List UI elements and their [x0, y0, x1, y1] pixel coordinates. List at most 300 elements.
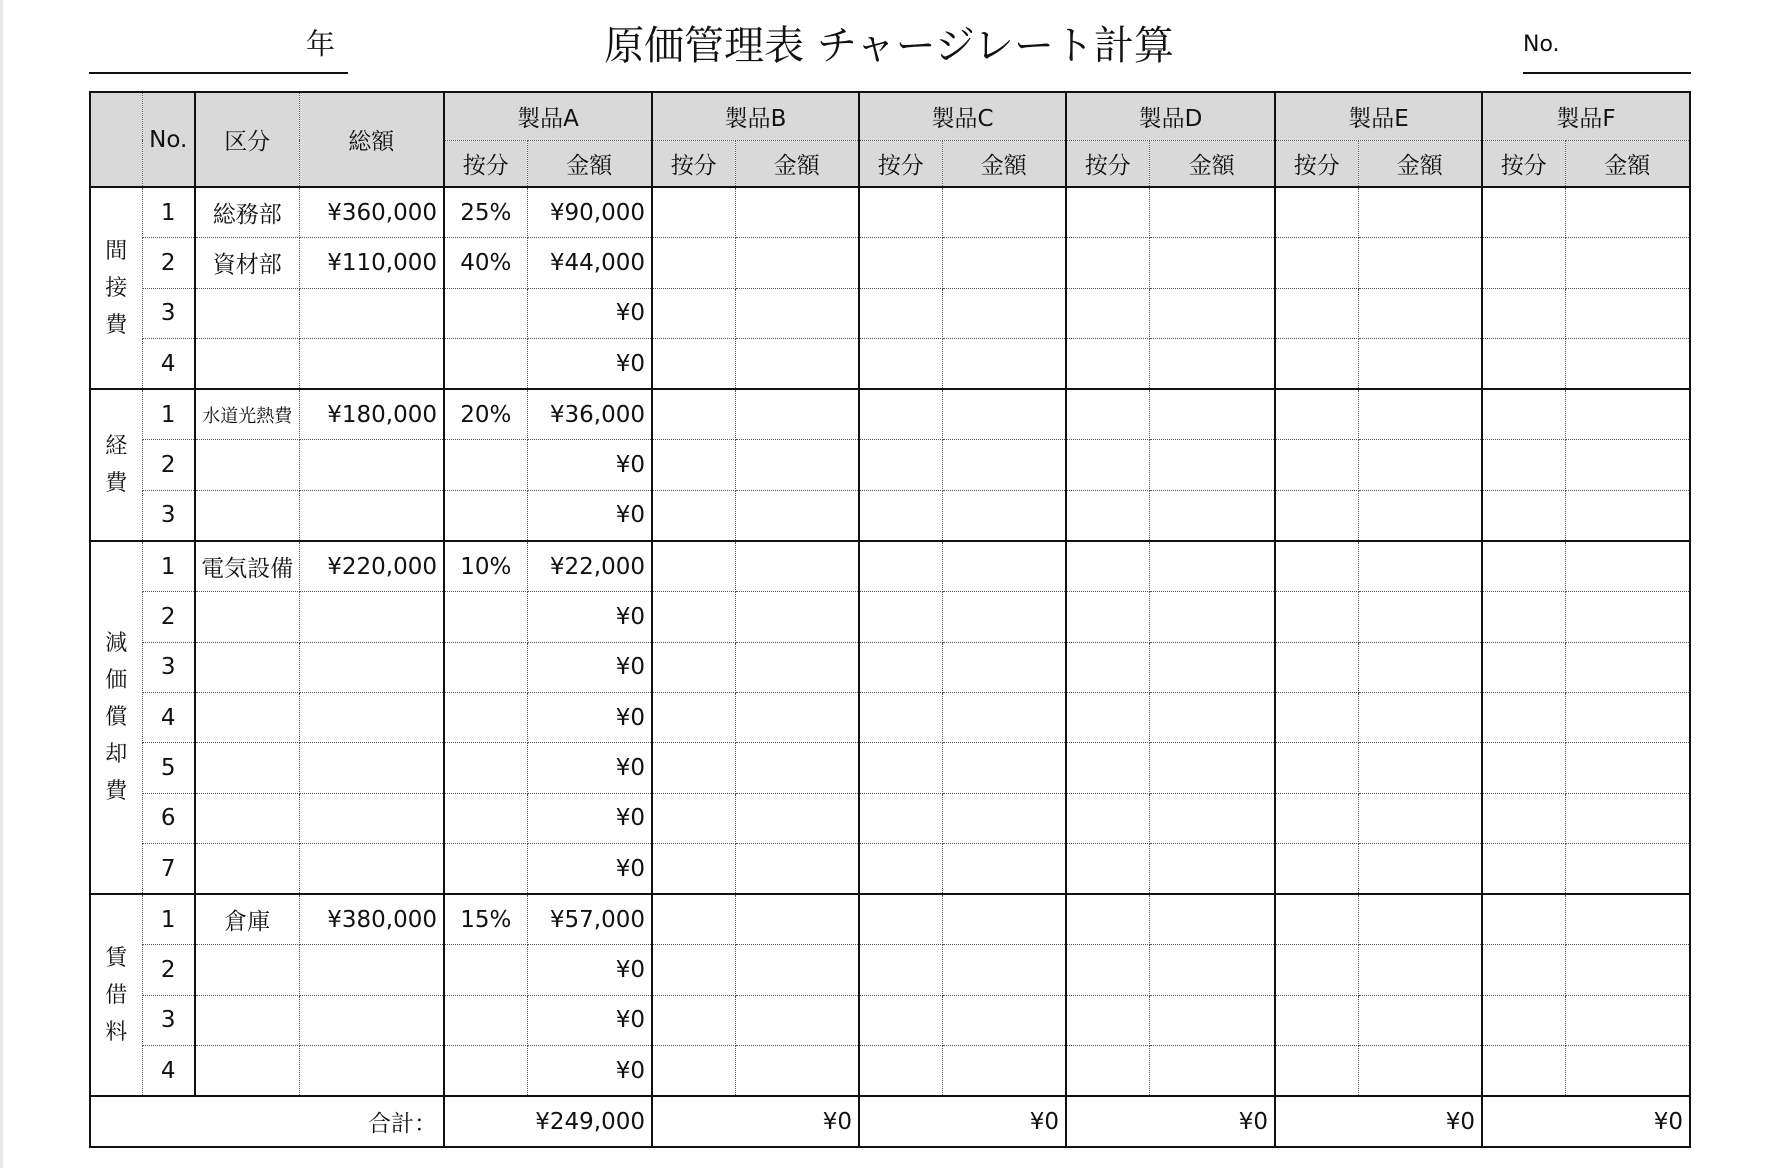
ratio-cell-f[interactable]: [1482, 592, 1565, 642]
ratio-cell-d[interactable]: [1066, 440, 1149, 490]
total-cell[interactable]: [299, 995, 444, 1045]
amount-cell-d: [1149, 843, 1275, 894]
amount-cell-d: [1149, 541, 1275, 592]
amount-cell-b: [735, 288, 859, 338]
row-no: 3: [142, 288, 195, 338]
ratio-cell-a[interactable]: [444, 288, 527, 338]
ratio-cell-f[interactable]: [1482, 894, 1565, 945]
ratio-cell-b[interactable]: [652, 238, 735, 288]
ratio-cell-e[interactable]: [1275, 338, 1358, 389]
ratio-cell-e[interactable]: [1275, 592, 1358, 642]
amount-cell-e: [1358, 692, 1482, 742]
ratio-cell-a[interactable]: 15%: [444, 894, 527, 945]
row-no: 4: [142, 692, 195, 742]
amount-cell-d: [1149, 440, 1275, 490]
ratio-cell-f[interactable]: [1482, 843, 1565, 894]
amount-cell-e: [1358, 490, 1482, 541]
amount-cell-b: [735, 440, 859, 490]
row-no: 2: [142, 440, 195, 490]
group-name: 賃借料: [105, 945, 128, 1045]
amount-cell-d: [1149, 945, 1275, 995]
ratio-cell-a[interactable]: [444, 338, 527, 389]
ratio-cell-c[interactable]: [859, 843, 942, 894]
amount-cell-a: ¥0: [527, 945, 652, 995]
ratio-cell-b[interactable]: [652, 894, 735, 945]
amount-cell-a: ¥90,000: [527, 187, 652, 238]
amount-cell-a: ¥0: [527, 793, 652, 843]
amount-cell-e: [1358, 1046, 1482, 1097]
amount-cell-e: [1358, 288, 1482, 338]
ratio-cell-e[interactable]: [1275, 187, 1358, 238]
ratio-cell-f[interactable]: [1482, 440, 1565, 490]
ratio-cell-a[interactable]: 40%: [444, 238, 527, 288]
ratio-cell-d[interactable]: [1066, 945, 1149, 995]
total-cell[interactable]: [299, 288, 444, 338]
amount-cell-a: ¥0: [527, 1046, 652, 1097]
ratio-cell-e[interactable]: [1275, 894, 1358, 945]
row-no: 3: [142, 490, 195, 541]
header-product-b: 製品B: [652, 92, 859, 140]
table-row: [90, 389, 1690, 440]
amount-cell-f: [1565, 843, 1690, 894]
ratio-cell-f[interactable]: [1482, 238, 1565, 288]
ratio-cell-c[interactable]: [859, 642, 942, 692]
ratio-cell-e[interactable]: [1275, 288, 1358, 338]
ratio-cell-d[interactable]: [1066, 490, 1149, 541]
ratio-cell-f[interactable]: [1482, 995, 1565, 1045]
ratio-cell-a[interactable]: [444, 1046, 527, 1097]
ratio-cell-c[interactable]: [859, 945, 942, 995]
ratio-cell-c[interactable]: [859, 187, 942, 238]
amount-cell-c: [942, 945, 1066, 995]
category-cell[interactable]: [195, 1046, 299, 1097]
header-ratio: 按分: [1066, 140, 1149, 187]
category-cell[interactable]: [195, 945, 299, 995]
total-cell[interactable]: [299, 743, 444, 793]
ratio-cell-f[interactable]: [1482, 187, 1565, 238]
table-row: [90, 692, 1690, 742]
year-label: 年: [306, 27, 336, 61]
amount-cell-b: [735, 389, 859, 440]
amount-cell-a: ¥0: [527, 288, 652, 338]
group-name: 減価償却費: [105, 631, 128, 805]
amount-cell-e: [1358, 541, 1482, 592]
ratio-cell-d[interactable]: [1066, 238, 1149, 288]
ratio-cell-d[interactable]: [1066, 338, 1149, 389]
amount-cell-e: [1358, 995, 1482, 1045]
ratio-cell-a[interactable]: 20%: [444, 389, 527, 440]
header-category: 区分: [195, 92, 299, 187]
amount-cell-f: [1565, 541, 1690, 592]
ratio-cell-d[interactable]: [1066, 793, 1149, 843]
category-cell[interactable]: [195, 338, 299, 389]
total-cell[interactable]: [299, 692, 444, 742]
ratio-cell-b[interactable]: [652, 288, 735, 338]
ratio-cell-c[interactable]: [859, 592, 942, 642]
amount-cell-b: [735, 843, 859, 894]
ratio-cell-f[interactable]: [1482, 692, 1565, 742]
category-cell[interactable]: [195, 288, 299, 338]
category-cell[interactable]: 資材部: [195, 238, 299, 288]
amount-cell-f: [1565, 894, 1690, 945]
amount-cell-a: ¥0: [527, 592, 652, 642]
total-cell[interactable]: [299, 338, 444, 389]
group-header-blank: [90, 92, 142, 187]
ratio-cell-f[interactable]: [1482, 743, 1565, 793]
table-row: [90, 945, 1690, 995]
amount-cell-c: [942, 238, 1066, 288]
amount-cell-c: [942, 288, 1066, 338]
ratio-cell-d[interactable]: [1066, 389, 1149, 440]
ratio-cell-a[interactable]: [444, 843, 527, 894]
header-total: 総額: [299, 92, 444, 187]
ratio-cell-b[interactable]: [652, 1046, 735, 1097]
table-row: [90, 440, 1690, 490]
row-no: 1: [142, 894, 195, 945]
amount-cell-c: [942, 187, 1066, 238]
ratio-cell-b[interactable]: [652, 541, 735, 592]
ratio-cell-e[interactable]: [1275, 945, 1358, 995]
ratio-cell-b[interactable]: [652, 338, 735, 389]
amount-cell-e: [1358, 389, 1482, 440]
amount-cell-f: [1565, 440, 1690, 490]
ratio-cell-f[interactable]: [1482, 642, 1565, 692]
ratio-cell-e[interactable]: [1275, 692, 1358, 742]
category-cell[interactable]: [195, 995, 299, 1045]
row-no: 4: [142, 338, 195, 389]
total-row: [90, 1096, 1690, 1147]
category-cell[interactable]: 水道光熱費: [195, 389, 299, 440]
amount-cell-d: [1149, 288, 1275, 338]
ratio-cell-c[interactable]: [859, 338, 942, 389]
ratio-cell-b[interactable]: [652, 743, 735, 793]
ratio-cell-b[interactable]: [652, 692, 735, 742]
ratio-cell-f[interactable]: [1482, 945, 1565, 995]
table-row: [90, 995, 1690, 1045]
amount-cell-f: [1565, 338, 1690, 389]
ratio-cell-b[interactable]: [652, 843, 735, 894]
header-amount: 金額: [1149, 140, 1275, 187]
header-product-d: 製品D: [1066, 92, 1275, 140]
amount-cell-e: [1358, 440, 1482, 490]
amount-cell-a: ¥0: [527, 995, 652, 1045]
ratio-cell-a[interactable]: [444, 743, 527, 793]
ratio-cell-c[interactable]: [859, 490, 942, 541]
ratio-cell-f[interactable]: [1482, 490, 1565, 541]
category-cell[interactable]: [195, 642, 299, 692]
amount-cell-b: [735, 1046, 859, 1097]
amount-cell-f: [1565, 995, 1690, 1045]
ratio-cell-a[interactable]: [444, 490, 527, 541]
amount-cell-d: [1149, 793, 1275, 843]
ratio-cell-c[interactable]: [859, 995, 942, 1045]
ratio-cell-d[interactable]: [1066, 592, 1149, 642]
ratio-cell-d[interactable]: [1066, 541, 1149, 592]
header-product-f: 製品F: [1482, 92, 1690, 140]
amount-cell-f: [1565, 793, 1690, 843]
ratio-cell-e[interactable]: [1275, 995, 1358, 1045]
ratio-cell-d[interactable]: [1066, 843, 1149, 894]
amount-cell-b: [735, 642, 859, 692]
amount-cell-a: ¥44,000: [527, 238, 652, 288]
ratio-cell-b[interactable]: [652, 793, 735, 843]
amount-cell-d: [1149, 692, 1275, 742]
amount-cell-e: [1358, 338, 1482, 389]
amount-cell-f: [1565, 692, 1690, 742]
group-name: 間接費: [105, 238, 128, 338]
category-cell[interactable]: [195, 743, 299, 793]
ratio-cell-d[interactable]: [1066, 743, 1149, 793]
category-cell[interactable]: [195, 692, 299, 742]
category-cell[interactable]: 総務部: [195, 187, 299, 238]
year-input-line[interactable]: [89, 72, 348, 74]
header-product-a: 製品A: [444, 92, 652, 140]
amount-cell-d: [1149, 894, 1275, 945]
amount-cell-f: [1565, 945, 1690, 995]
ratio-cell-e[interactable]: [1275, 490, 1358, 541]
amount-cell-f: [1565, 743, 1690, 793]
amount-cell-d: [1149, 187, 1275, 238]
ratio-cell-d[interactable]: [1066, 1046, 1149, 1097]
ratio-cell-e[interactable]: [1275, 541, 1358, 592]
total-cell[interactable]: ¥380,000: [299, 894, 444, 945]
total-cell[interactable]: [299, 592, 444, 642]
table-row: [90, 288, 1690, 338]
ratio-cell-a[interactable]: 25%: [444, 187, 527, 238]
amount-cell-b: [735, 995, 859, 1045]
ratio-cell-e[interactable]: [1275, 1046, 1358, 1097]
header-ratio: 按分: [652, 140, 735, 187]
total-cell[interactable]: ¥180,000: [299, 389, 444, 440]
amount-cell-f: [1565, 1046, 1690, 1097]
ratio-cell-d[interactable]: [1066, 995, 1149, 1045]
total-cell[interactable]: ¥360,000: [299, 187, 444, 238]
amount-cell-f: [1565, 238, 1690, 288]
ratio-cell-d[interactable]: [1066, 187, 1149, 238]
total-cell[interactable]: [299, 642, 444, 692]
ratio-cell-a[interactable]: 10%: [444, 541, 527, 592]
amount-cell-a: ¥57,000: [527, 894, 652, 945]
ratio-cell-f[interactable]: [1482, 1046, 1565, 1097]
amount-cell-c: [942, 1046, 1066, 1097]
ratio-cell-a[interactable]: [444, 995, 527, 1045]
amount-cell-d: [1149, 743, 1275, 793]
ratio-cell-c[interactable]: [859, 1046, 942, 1097]
row-no: 1: [142, 389, 195, 440]
category-cell[interactable]: 倉庫: [195, 894, 299, 945]
total-cell[interactable]: [299, 793, 444, 843]
header-amount: 金額: [1565, 140, 1690, 187]
amount-cell-c: [942, 389, 1066, 440]
category-cell[interactable]: [195, 843, 299, 894]
amount-cell-d: [1149, 1046, 1275, 1097]
amount-cell-a: ¥0: [527, 743, 652, 793]
amount-cell-e: [1358, 187, 1482, 238]
header-amount: 金額: [1358, 140, 1482, 187]
table-row: [90, 592, 1690, 642]
amount-cell-b: [735, 692, 859, 742]
amount-cell-a: ¥0: [527, 843, 652, 894]
total-value-f: ¥0: [1482, 1096, 1690, 1147]
ratio-cell-e[interactable]: [1275, 642, 1358, 692]
ratio-cell-e[interactable]: [1275, 743, 1358, 793]
header-product-e: 製品E: [1275, 92, 1482, 140]
amount-cell-c: [942, 592, 1066, 642]
amount-cell-f: [1565, 490, 1690, 541]
amount-cell-a: ¥36,000: [527, 389, 652, 440]
total-cell[interactable]: [299, 1046, 444, 1097]
header-amount: 金額: [527, 140, 652, 187]
table-row: [90, 894, 1690, 945]
table-row: [90, 793, 1690, 843]
table-row: [90, 490, 1690, 541]
group-label-2: [90, 541, 142, 894]
total-value-c: ¥0: [859, 1096, 1066, 1147]
amount-cell-d: [1149, 238, 1275, 288]
table-row: [90, 238, 1690, 288]
total-value-b: ¥0: [652, 1096, 859, 1147]
row-no: 1: [142, 541, 195, 592]
ratio-cell-e[interactable]: [1275, 389, 1358, 440]
total-cell[interactable]: [299, 843, 444, 894]
ratio-cell-d[interactable]: [1066, 894, 1149, 945]
cost-table: [89, 91, 1691, 1148]
table-row: [90, 541, 1690, 592]
ratio-cell-b[interactable]: [652, 592, 735, 642]
total-value-e: ¥0: [1275, 1096, 1482, 1147]
amount-cell-b: [735, 238, 859, 288]
ratio-cell-e[interactable]: [1275, 793, 1358, 843]
ratio-cell-b[interactable]: [652, 995, 735, 1045]
row-no: 3: [142, 995, 195, 1045]
ratio-cell-f[interactable]: [1482, 338, 1565, 389]
amount-cell-f: [1565, 592, 1690, 642]
amount-cell-c: [942, 743, 1066, 793]
ratio-cell-c[interactable]: [859, 743, 942, 793]
table-row: [90, 642, 1690, 692]
category-cell[interactable]: 電気設備: [195, 541, 299, 592]
amount-cell-e: [1358, 592, 1482, 642]
ratio-cell-c[interactable]: [859, 793, 942, 843]
ratio-cell-a[interactable]: [444, 592, 527, 642]
group-label-1: [90, 389, 142, 541]
amount-cell-d: [1149, 338, 1275, 389]
category-cell[interactable]: [195, 592, 299, 642]
ratio-cell-f[interactable]: [1482, 389, 1565, 440]
total-value-a: ¥249,000: [444, 1096, 652, 1147]
amount-cell-a: ¥0: [527, 490, 652, 541]
ratio-cell-d[interactable]: [1066, 642, 1149, 692]
category-cell[interactable]: [195, 793, 299, 843]
amount-cell-b: [735, 894, 859, 945]
ratio-cell-e[interactable]: [1275, 238, 1358, 288]
ratio-cell-c[interactable]: [859, 541, 942, 592]
ratio-cell-f[interactable]: [1482, 793, 1565, 843]
row-no: 2: [142, 592, 195, 642]
amount-cell-c: [942, 995, 1066, 1045]
ratio-cell-c[interactable]: [859, 238, 942, 288]
ratio-cell-c[interactable]: [859, 389, 942, 440]
amount-cell-c: [942, 490, 1066, 541]
total-cell[interactable]: ¥110,000: [299, 238, 444, 288]
amount-cell-c: [942, 541, 1066, 592]
ratio-cell-e[interactable]: [1275, 843, 1358, 894]
category-cell[interactable]: [195, 440, 299, 490]
ratio-cell-b[interactable]: [652, 945, 735, 995]
row-no: 7: [142, 843, 195, 894]
ratio-cell-b[interactable]: [652, 490, 735, 541]
amount-cell-e: [1358, 642, 1482, 692]
amount-cell-f: [1565, 389, 1690, 440]
ratio-cell-b[interactable]: [652, 440, 735, 490]
group-name: 経費: [105, 434, 128, 497]
ratio-cell-a[interactable]: [444, 440, 527, 490]
row-no: 3: [142, 642, 195, 692]
table-row: [90, 843, 1690, 894]
total-cell[interactable]: [299, 945, 444, 995]
amount-cell-b: [735, 338, 859, 389]
ratio-cell-a[interactable]: [444, 642, 527, 692]
amount-cell-c: [942, 338, 1066, 389]
amount-cell-a: ¥22,000: [527, 541, 652, 592]
ratio-cell-b[interactable]: [652, 187, 735, 238]
category-cell[interactable]: [195, 490, 299, 541]
header-ratio: 按分: [444, 140, 527, 187]
page-title: 原価管理表 チャージレート計算: [604, 23, 1174, 69]
ratio-cell-c[interactable]: [859, 440, 942, 490]
header-amount: 金額: [942, 140, 1066, 187]
ratio-cell-e[interactable]: [1275, 440, 1358, 490]
ratio-cell-f[interactable]: [1482, 288, 1565, 338]
total-cell[interactable]: [299, 490, 444, 541]
amount-cell-e: [1358, 843, 1482, 894]
amount-cell-b: [735, 541, 859, 592]
ratio-cell-d[interactable]: [1066, 692, 1149, 742]
amount-cell-b: [735, 592, 859, 642]
amount-cell-b: [735, 743, 859, 793]
amount-cell-d: [1149, 389, 1275, 440]
document-no-input-line[interactable]: [1523, 72, 1691, 74]
table-row: [90, 338, 1690, 389]
amount-cell-d: [1149, 490, 1275, 541]
ratio-cell-c[interactable]: [859, 894, 942, 945]
table-row: [90, 1046, 1690, 1097]
amount-cell-c: [942, 894, 1066, 945]
ratio-cell-a[interactable]: [444, 793, 527, 843]
amount-cell-a: ¥0: [527, 440, 652, 490]
amount-cell-c: [942, 692, 1066, 742]
document-no-label: No.: [1523, 32, 1560, 57]
ratio-cell-b[interactable]: [652, 389, 735, 440]
total-cell[interactable]: [299, 440, 444, 490]
ratio-cell-a[interactable]: [444, 945, 527, 995]
group-label-0: [90, 187, 142, 389]
ratio-cell-f[interactable]: [1482, 541, 1565, 592]
ratio-cell-a[interactable]: [444, 692, 527, 742]
ratio-cell-c[interactable]: [859, 288, 942, 338]
ratio-cell-d[interactable]: [1066, 288, 1149, 338]
amount-cell-b: [735, 490, 859, 541]
total-cell[interactable]: ¥220,000: [299, 541, 444, 592]
header-amount: 金額: [735, 140, 859, 187]
header-ratio: 按分: [1275, 140, 1358, 187]
amount-cell-f: [1565, 642, 1690, 692]
header-ratio: 按分: [1482, 140, 1565, 187]
row-no: 6: [142, 793, 195, 843]
ratio-cell-c[interactable]: [859, 692, 942, 742]
ratio-cell-b[interactable]: [652, 642, 735, 692]
amount-cell-c: [942, 642, 1066, 692]
